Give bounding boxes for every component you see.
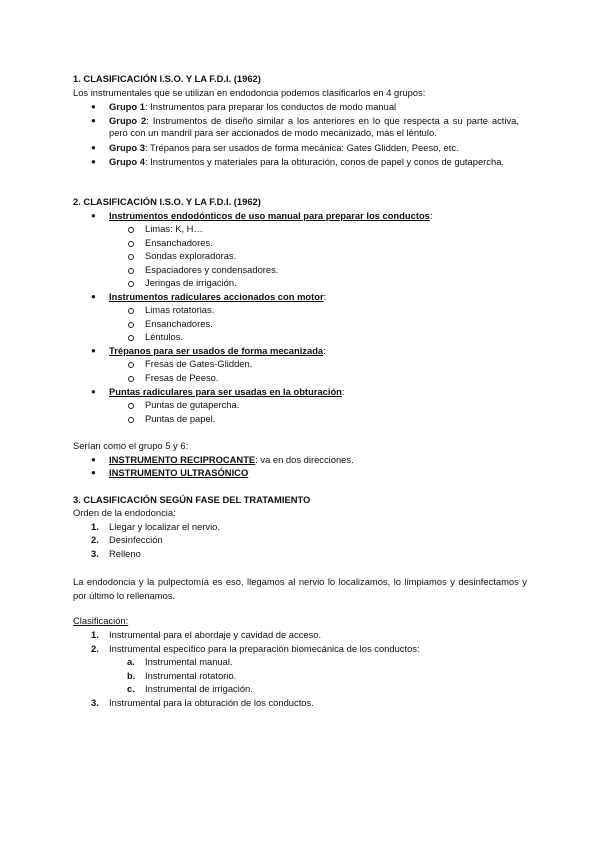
sub-item: Sondas exploradoras. — [145, 250, 237, 261]
list-number: 2. — [91, 643, 99, 654]
list-item: Grupo 2: Instrumentos de diseño similar a los anteriores en lo que respecta a su parte activa, pero con un mandril para ser accionados de modo mecanizado, más el léntulo. — [109, 115, 519, 138]
circle-bullet-icon — [128, 227, 134, 233]
group-title: Trépanos para ser usados de forma mecanizada: — [109, 345, 326, 356]
clasificacion-label: Clasificación: — [73, 615, 129, 626]
list-item: INSTRUMENTO RECIPROCANTE: va en dos direcciones. — [109, 454, 354, 465]
section-1-intro: Los instrumentales que se utilizan en endodoncia podemos clasificarlos en 4 grupos: — [73, 87, 426, 98]
bullet-icon: ● — [91, 102, 96, 111]
circle-bullet-icon — [128, 281, 134, 287]
circle-bullet-icon — [128, 376, 134, 382]
circle-bullet-icon — [128, 308, 134, 314]
bullet-icon: ● — [91, 157, 96, 166]
circle-bullet-icon — [128, 254, 134, 260]
section-2-heading: 2. CLASIFICACIÓN I.S.O. Y LA F.D.I. (1962) — [73, 196, 261, 207]
sub-item: Puntas de papel. — [145, 413, 216, 424]
list-item: Grupo 4: Instrumentos y materiales para la obturación, conos de papel y conos de gutapercha. — [109, 156, 505, 167]
section-1-heading: 1. CLASIFICACIÓN I.S.O. Y LA F.D.I. (1962) — [73, 73, 261, 84]
sub-item: Puntas de gutapercha. — [145, 399, 240, 410]
clasif-sub-item: Instrumental manual. — [145, 656, 233, 667]
clasif-item: Instrumental para la obturación de los conductos. — [109, 697, 314, 708]
order-item: Desinfección — [109, 534, 163, 545]
bullet-icon: ● — [91, 346, 96, 355]
list-number: 2. — [91, 534, 99, 545]
sub-item: Limas rotatorias. — [145, 304, 215, 315]
list-item: INSTRUMENTO ULTRASÓNICO — [109, 467, 249, 478]
group-title: Instrumentos radiculares accionados con motor: — [109, 291, 327, 302]
circle-bullet-icon — [128, 241, 134, 247]
group-title: Instrumentos endodónticos de uso manual para preparar los conductos: — [109, 210, 433, 221]
extra-intro: Serían como el grupo 5 y 6: — [73, 440, 189, 451]
paragraph: La endodoncia y la pulpectomía es eso, llegamos al nervio lo localizamos, lo limpiamos y desinfectamos y por último lo rellenamos. — [73, 576, 527, 601]
circle-bullet-icon — [128, 362, 134, 368]
bullet-icon: ● — [91, 387, 96, 396]
clasif-sub-item: Instrumental rotatorio. — [145, 670, 237, 681]
circle-bullet-icon — [128, 335, 134, 341]
clasif-item: Instrumental para el abordaje y cavidad de acceso. — [109, 629, 322, 640]
sub-item: Ensanchadores. — [145, 237, 213, 248]
order-item: Relleno — [109, 548, 141, 559]
circle-bullet-icon — [128, 322, 134, 328]
list-number: 3. — [91, 548, 99, 559]
list-number: 1. — [91, 629, 99, 640]
sub-item: Fresas de Peeso. — [145, 372, 219, 383]
sub-item: Espaciadores y condensadores. — [145, 264, 279, 275]
sub-item: Fresas de Gates-Glidden. — [145, 358, 253, 369]
bullet-icon: ● — [91, 211, 96, 220]
bullet-icon: ● — [91, 116, 96, 125]
list-number: 1. — [91, 521, 99, 532]
clasif-sub-item: Instrumental de irrigación. — [145, 683, 253, 694]
circle-bullet-icon — [128, 403, 134, 409]
sub-item: Limas: K, H… — [145, 223, 203, 234]
list-item: Grupo 3: Trépanos para ser usados de forma mecánica: Gates Glidden, Peeso, etc. — [109, 142, 459, 153]
circle-bullet-icon — [128, 417, 134, 423]
list-number: 3. — [91, 697, 99, 708]
sub-letter: a. — [127, 656, 135, 667]
sub-item: Jeringas de irrigación. — [145, 277, 237, 288]
order-item: Llegar y localizar el nervio. — [109, 521, 220, 532]
bullet-icon: ● — [91, 143, 96, 152]
section-3-intro: Orden de la endodoncia: — [73, 507, 176, 518]
sub-item: Léntulos. — [145, 331, 184, 342]
clasif-item: Instrumental específico para la preparación biomecánica de los conductos: — [109, 643, 420, 654]
bullet-icon: ● — [91, 455, 96, 464]
group-title: Puntas radiculares para ser usadas en la obturación: — [109, 386, 345, 397]
sub-item: Ensanchadores. — [145, 318, 213, 329]
section-3-heading: 3. CLASIFICACIÓN SEGÚN FASE DEL TRATAMIENTO — [73, 494, 311, 505]
bullet-icon: ● — [91, 468, 96, 477]
circle-bullet-icon — [128, 268, 134, 274]
bullet-icon: ● — [91, 292, 96, 301]
sub-letter: c. — [127, 683, 135, 694]
list-item: Grupo 1: Instrumentos para preparar los conductos de modo manual — [109, 101, 397, 112]
sub-letter: b. — [127, 670, 136, 681]
